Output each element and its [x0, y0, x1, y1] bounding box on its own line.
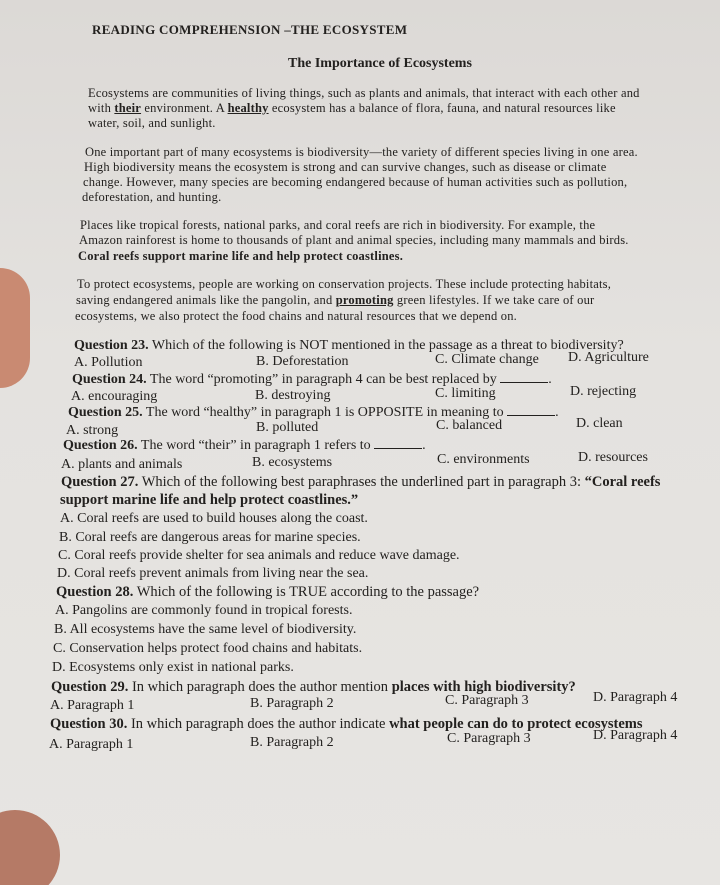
q30-option-d[interactable]: D. Paragraph 4 [593, 728, 678, 743]
q29-option-c[interactable]: C. Paragraph 3 [445, 693, 529, 708]
q27-option-d[interactable]: D. Coral reefs prevent animals from living near the sea. [57, 566, 369, 581]
q28-option-a[interactable]: A. Pangolins are commonly found in tropical forests. [55, 603, 353, 618]
q24-option-c[interactable]: C. limiting [435, 386, 496, 401]
q28-option-d[interactable]: D. Ecosystems only exist in national parks. [52, 660, 294, 675]
q28-option-b[interactable]: B. All ecosystems have the same level of biodiversity. [54, 622, 357, 637]
q26-option-a[interactable]: A. plants and animals [61, 457, 183, 472]
q26-answer-blank[interactable] [374, 438, 422, 449]
p2-line3: change. However, many species are becoming endangered because of human activities such as pollution, [83, 175, 628, 189]
q29-option-a[interactable]: A. Paragraph 1 [50, 698, 135, 713]
q25-option-d[interactable]: D. clean [576, 416, 623, 431]
p3-line1: Places like tropical forests, national parks, and coral reefs are rich in biodiversity. For example, the [80, 218, 596, 232]
q24-option-d[interactable]: D. rejecting [570, 384, 637, 399]
question-26: Question 26. The word “their” in paragraph 1 refers to . [63, 438, 426, 453]
q29-option-b[interactable]: B. Paragraph 2 [250, 696, 334, 711]
p3-line3-underlined: Coral reefs support marine life and help protect coastlines. [78, 249, 404, 263]
q27-option-a[interactable]: A. Coral reefs are used to build houses along the coast. [60, 511, 368, 526]
q28-option-c[interactable]: C. Conservation helps protect food chains and habitats. [53, 641, 363, 656]
finger-top [0, 268, 30, 388]
q23-option-b[interactable]: B. Deforestation [256, 354, 349, 369]
q25-option-c[interactable]: C. balanced [436, 418, 503, 433]
q25-option-a[interactable]: A. strong [66, 423, 119, 438]
q26-option-c[interactable]: C. environments [437, 452, 530, 467]
q26-option-d[interactable]: D. resources [578, 450, 648, 465]
passage-title: The Importance of Ecosystems [288, 56, 472, 71]
question-29: Question 29. In which paragraph does the author mention places with high biodiversity? [51, 679, 576, 695]
q24-option-a[interactable]: A. encouraging [71, 389, 158, 404]
q24-answer-blank[interactable] [500, 372, 548, 383]
q29-option-d[interactable]: D. Paragraph 4 [593, 690, 678, 705]
question-24: Question 24. The word “promoting” in paragraph 4 can be best replaced by . [72, 372, 552, 387]
q23-option-c[interactable]: C. Climate change [435, 352, 539, 367]
q25-answer-blank[interactable] [507, 405, 555, 416]
word-healthy: healthy [227, 101, 269, 115]
q23-option-a[interactable]: A. Pollution [74, 355, 143, 370]
question-28: Question 28. Which of the following is TRUE according to the passage? [56, 584, 480, 600]
q23-option-d[interactable]: D. Agriculture [568, 350, 649, 365]
p2-line4: deforestation, and hunting. [82, 190, 222, 204]
q30-option-c[interactable]: C. Paragraph 3 [447, 731, 531, 746]
q27-quote-continued: support marine life and help protect coastlines.” [60, 492, 359, 508]
p1-line3: water, soil, and sunlight. [88, 116, 216, 130]
p4-line1: To protect ecosystems, people are working on conservation projects. These include protecting habitats, [77, 277, 612, 291]
q30-option-a[interactable]: A. Paragraph 1 [49, 737, 134, 752]
p1-line2: with their environment. A healthy ecosystem has a balance of flora, fauna, and natural resources like [88, 101, 616, 115]
word-their: their [114, 101, 142, 115]
q26-option-b[interactable]: B. ecosystems [252, 455, 333, 470]
finger-bottom [0, 810, 60, 885]
p2-line2: High biodiversity means the ecosystem is strong and can survive changes, such as disease or climate [84, 160, 607, 174]
q25-option-b[interactable]: B. polluted [256, 420, 319, 435]
q24-option-b[interactable]: B. destroying [255, 388, 331, 403]
p2-line1: One important part of many ecosystems is biodiversity—the variety of different species living in one area. [85, 145, 638, 159]
p4-line2: saving endangered animals like the pangolin, and promoting green lifestyles. If we take care of our [76, 293, 595, 307]
question-25: Question 25. The word “healthy” in paragraph 1 is OPPOSITE in meaning to . [68, 405, 559, 420]
q27-option-c[interactable]: C. Coral reefs provide shelter for sea animals and reduce wave damage. [58, 548, 460, 563]
worksheet-title: READING COMPREHENSION –THE ECOSYSTEM [92, 22, 408, 37]
word-promoting: promoting [335, 293, 394, 307]
q30-option-b[interactable]: B. Paragraph 2 [250, 735, 334, 750]
question-30: Question 30. In which paragraph does the author indicate what people can do to protect ecosystems [50, 716, 643, 732]
question-27: Question 27. Which of the following best paraphrases the underlined part in paragraph 3: “Coral reefs [61, 474, 661, 490]
p4-line3: ecosystems, we also protect the food chains and natural resources that we depend on. [75, 309, 518, 323]
q27-option-b[interactable]: B. Coral reefs are dangerous areas for marine species. [59, 530, 361, 545]
p3-line2: Amazon rainforest is home to thousands of plant and animal species, including many mammals and birds. [79, 233, 629, 247]
question-23: Question 23. Which of the following is NOT mentioned in the passage as a threat to biodiversity? [74, 338, 624, 353]
p1-line1: Ecosystems are communities of living things, such as plants and animals, that interact with each other and [88, 86, 640, 100]
